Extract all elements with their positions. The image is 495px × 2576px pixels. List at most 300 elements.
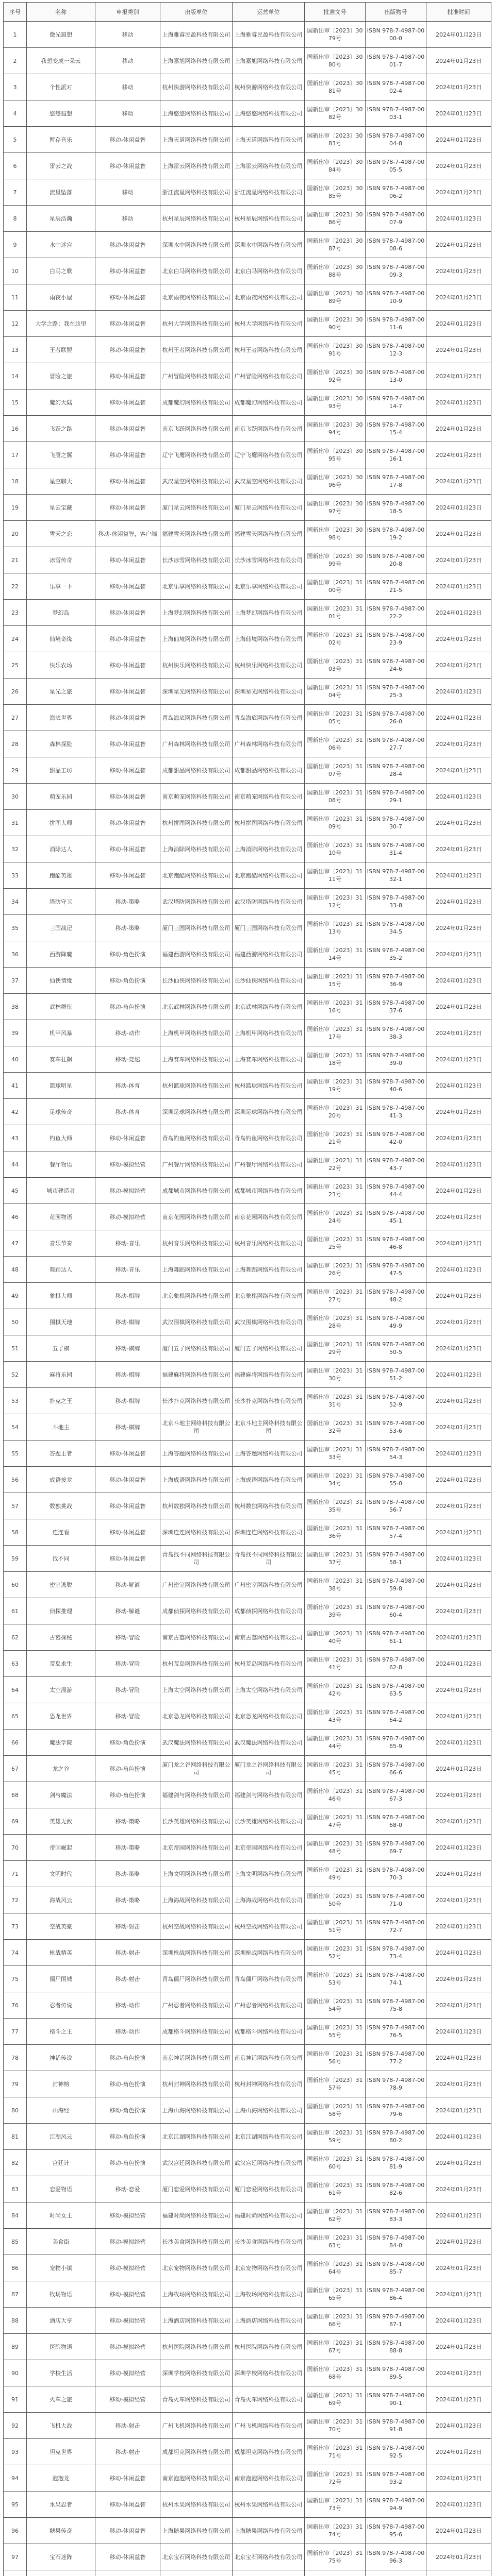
cell-date: 2024年01月23日 [426,389,491,416]
cell-date: 2024年01月23日 [426,1703,491,1730]
cell-publisher: 长沙冰雪网络科技有限公司 [160,547,233,573]
cell-date: 2024年01月23日 [426,2360,491,2386]
cell-publisher: 北京宠物网络科技有限公司 [160,2255,233,2281]
cell-no: 49 [4,1283,27,1309]
table-row [4,1598,491,1624]
cell-type: 移动-模拟经营 [95,2229,160,2255]
cell-operator: 北京乐享网络科技有限公司 [233,573,305,600]
cell-operator: 上海牧场网络科技有限公司 [233,2281,305,2308]
cell-type: 移动-休闲益智 [95,2544,160,2570]
cell-approval-no: 国新出审〔2023〕3151号 [305,1913,366,1940]
cell-no: 62 [4,1624,27,1651]
cell-type: 移动-休闲益智 [95,1440,160,1467]
cell-name: 象棋大师 [27,1283,95,1309]
cell-operator: 北京恐龙网络科技有限公司 [233,1703,305,1730]
cell-name: 足球传奇 [27,1099,95,1125]
cell-no: 63 [4,1651,27,1677]
cell-isbn: ISBN 978-7-4987-0077-2 [366,2045,426,2071]
table-row [4,784,491,810]
table-row [4,521,491,547]
cell-approval-no: 国新出审〔2023〕3098号 [305,521,366,547]
cell-date: 2024年01月23日 [426,2492,491,2518]
cell-operator: 武汉魔法网络科技有限公司 [233,1730,305,1756]
cell-no: 79 [4,2071,27,2097]
cell-approval-no: 国新出审〔2023〕3084号 [305,153,366,179]
cell-date [426,2570,491,2576]
cell-no: 24 [4,626,27,652]
cell-name: 文明时代 [27,1861,95,1887]
cell-operator: 上海太空网络科技有限公司 [233,1677,305,1703]
cell-name: 龙之谷 [27,1756,95,1782]
cell-type: 移动-休闲益智 [95,363,160,389]
cell-isbn: ISBN 978-7-4987-0023-9 [366,626,426,652]
cell-publisher: 厦门恋爱网络科技有限公司 [160,2176,233,2202]
cell-operator: 杭州快游网络科技有限公司 [233,74,305,100]
cell-type: 移动-休闲益智 [95,1546,160,1572]
cell-isbn [366,2570,426,2576]
cell-date: 2024年01月23日 [426,1046,491,1073]
cell-type: 移动-角色扮演 [95,968,160,994]
cell-isbn: ISBN 978-7-4987-0010-9 [366,284,426,311]
cell-type: 移动-休闲益智 [95,679,160,705]
table-row [4,1966,491,1992]
cell-date: 2024年01月23日 [426,1204,491,1230]
cell-type: 移动-休闲益智 [95,757,160,784]
cell-publisher: 北京恐龙网络科技有限公司 [160,1703,233,1730]
cell-no: 35 [4,915,27,941]
cell-name: 答题王者 [27,1440,95,1467]
cell-type: 移动-模拟经营 [95,2202,160,2229]
cell-approval-no: 国新出审〔2023〕3118号 [305,1046,366,1073]
cell-no: 46 [4,1204,27,1230]
cell-publisher: 广州餐厅网络科技有限公司 [160,1151,233,1178]
cell-date: 2024年01月23日 [426,862,491,889]
cell-name: 篮球明星 [27,1073,95,1099]
table-row [4,1493,491,1519]
cell-isbn: ISBN 978-7-4987-0020-8 [366,547,426,573]
cell-operator: 北京斗地主网络科技有限公司 [233,1414,305,1440]
table-row [4,810,491,836]
cell-date: 2024年01月23日 [426,2518,491,2544]
cell-date: 2024年01月23日 [426,573,491,600]
cell-approval-no: 国新出审〔2023〕3125号 [305,1230,366,1257]
cell-date: 2024年01月23日 [426,705,491,731]
header-date: 批准时间 [426,3,491,22]
cell-date: 2024年01月23日 [426,495,491,521]
cell-type: 移动-模拟经营 [95,2308,160,2334]
cell-publisher: 青岛火车网络科技有限公司 [160,2386,233,2413]
table-row [4,2255,491,2281]
cell-type: 移动-休闲益智 [95,573,160,600]
cell-name: 连连看 [27,1519,95,1546]
cell-name [27,2570,95,2576]
cell-no: 84 [4,2202,27,2229]
cell-publisher: 青岛海底网络科技有限公司 [160,705,233,731]
cell-name: 宠物小镇 [27,2255,95,2281]
cell-approval-no: 国新出审〔2023〕3143号 [305,1703,366,1730]
cell-type: 移动 [95,179,160,206]
cell-operator: 武汉围棋网络科技有限公司 [233,1309,305,1335]
cell-publisher: 厦门龙之谷网络科技有限公司 [160,1756,233,1782]
cell-name: 枪战精英 [27,1940,95,1966]
cell-type: 移动-休闲益智 [95,153,160,179]
cell-no: 3 [4,74,27,100]
cell-type: 移动-模拟经营 [95,2281,160,2308]
cell-approval-no: 国新出审〔2023〕3140号 [305,1624,366,1651]
cell-approval-no: 国新出审〔2023〕3080号 [305,48,366,74]
table-row [4,284,491,311]
cell-operator: 成都魔幻网络科技有限公司 [233,389,305,416]
cell-approval-no: 国新出审〔2023〕3110号 [305,836,366,862]
cell-type: 移动-休闲益智 [95,337,160,363]
cell-approval-no: 国新出审〔2023〕3133号 [305,1440,366,1467]
cell-isbn: ISBN 978-7-4987-0008-6 [366,232,426,258]
cell-no: 72 [4,1887,27,1913]
cell-isbn: ISBN 978-7-4987-0049-9 [366,1309,426,1335]
cell-date: 2024年01月23日 [426,363,491,389]
table-row [4,968,491,994]
cell-no: 77 [4,2019,27,2045]
cell-date: 2024年01月23日 [426,2386,491,2413]
cell-no: 13 [4,337,27,363]
cell-name: 英雄无敌 [27,1808,95,1835]
cell-approval-no: 国新出审〔2023〕3101号 [305,600,366,626]
cell-date: 2024年01月23日 [426,258,491,284]
cell-isbn: ISBN 978-7-4987-0014-7 [366,389,426,416]
cell-no: 94 [4,2465,27,2492]
cell-type: 移动-模拟经营 [95,1178,160,1204]
cell-no: 18 [4,468,27,495]
cell-operator: 南京泡泡网络科技有限公司 [233,2465,305,2492]
cell-type: 移动-休闲益智 [95,127,160,153]
table-row [4,626,491,652]
cell-type: 移动-模拟经营 [95,2334,160,2360]
cell-publisher: 长沙美食网络科技有限公司 [160,2229,233,2255]
cell-approval-no: 国新出审〔2023〕3086号 [305,206,366,232]
cell-approval-no: 国新出审〔2023〕3121号 [305,1125,366,1151]
cell-operator: 南京花园网络科技有限公司 [233,1204,305,1230]
cell-date: 2024年01月23日 [426,1257,491,1283]
cell-operator: 福建麻将网络科技有限公司 [233,1362,305,1388]
cell-publisher: 深圳枪战网络科技有限公司 [160,1940,233,1966]
cell-no: 54 [4,1414,27,1440]
cell-approval-no: 国新出审〔2023〕3082号 [305,100,366,127]
cell-type: 移动-模拟经营 [95,2360,160,2386]
cell-operator: 长沙冰雪网络科技有限公司 [233,547,305,573]
cell-approval-no [305,2570,366,2576]
cell-name: 恐龙世界 [27,1703,95,1730]
cell-type: 移动-动作 [95,1020,160,1046]
table-row [4,2071,491,2097]
cell-no: 58 [4,1519,27,1546]
cell-date: 2024年01月23日 [426,1992,491,2019]
cell-operator: 南京萌宠网络科技有限公司 [233,784,305,810]
cell-name: 成语接龙 [27,1467,95,1493]
cell-operator: 杭州水果网络科技有限公司 [233,2492,305,2518]
cell-type: 移动-动作 [95,2019,160,2045]
cell-name: 水中迷宫 [27,232,95,258]
cell-date: 2024年01月23日 [426,889,491,915]
cell-operator: 南京古墓网络科技有限公司 [233,1624,305,1651]
cell-publisher: 成都侦探网络科技有限公司 [160,1598,233,1624]
cell-publisher: 厦门三国网络科技有限公司 [160,915,233,941]
cell-type: 移动-休闲益智 [95,311,160,337]
cell-date: 2024年01月23日 [426,1440,491,1467]
cell-date: 2024年01月23日 [426,1624,491,1651]
cell-date: 2024年01月23日 [426,652,491,679]
cell-no: 8 [4,206,27,232]
cell-type: 移动-休闲益智，客户端 [95,521,160,547]
cell-operator: 上海舞蹈网络科技有限公司 [233,1257,305,1283]
cell-type: 移动-棋牌 [95,1388,160,1414]
cell-date: 2024年01月23日 [426,1730,491,1756]
cell-date: 2024年01月23日 [426,2465,491,2492]
cell-publisher: 武汉塔防网络科技有限公司 [160,889,233,915]
cell-isbn: ISBN 978-7-4987-0041-3 [366,1099,426,1125]
cell-type: 移动-策略 [95,1861,160,1887]
cell-approval-no: 国新出审〔2023〕3166号 [305,2308,366,2334]
cell-publisher: 武汉宫廷网络科技有限公司 [160,2150,233,2176]
cell-name: 消除达人 [27,836,95,862]
cell-name: 流星坠落 [27,179,95,206]
cell-name: 王者联盟 [27,337,95,363]
cell-approval-no: 国新出审〔2023〕3135号 [305,1493,366,1519]
table-row [4,127,491,153]
cell-approval-no: 国新出审〔2023〕3100号 [305,573,366,600]
cell-publisher: 北京乐享网络科技有限公司 [160,573,233,600]
cell-operator: 上海糖果网络科技有限公司 [233,2518,305,2544]
table-row [4,1835,491,1861]
cell-no: 43 [4,1125,27,1151]
cell-isbn: ISBN 978-7-4987-0033-8 [366,889,426,915]
cell-operator: 上海文明网络科技有限公司 [233,1861,305,1887]
cell-date: 2024年01月23日 [426,2097,491,2124]
cell-name: 魔幻大陆 [27,389,95,416]
cell-operator: 广州忍者网络科技有限公司 [233,1992,305,2019]
cell-operator: 杭州数独网络科技有限公司 [233,1493,305,1519]
cell-date: 2024年01月23日 [426,1835,491,1861]
table-row [4,1283,491,1309]
cell-operator: 杭州荒岛网络科技有限公司 [233,1651,305,1677]
cell-name: 萌宠乐园 [27,784,95,810]
cell-isbn: ISBN 978-7-4987-0012-3 [366,337,426,363]
cell-name: 学校生活 [27,2360,95,2386]
table-row [4,2176,491,2202]
cell-isbn: ISBN 978-7-4987-0076-5 [366,2019,426,2045]
cell-operator: 武汉宫廷网络科技有限公司 [233,2150,305,2176]
cell-publisher: 青岛僵尸网络科技有限公司 [160,1966,233,1992]
cell-approval-no: 国新出审〔2023〕3087号 [305,232,366,258]
cell-isbn: ISBN 978-7-4987-0029-1 [366,784,426,810]
cell-approval-no: 国新出审〔2023〕3165号 [305,2281,366,2308]
cell-publisher: 成都魔幻网络科技有限公司 [160,389,233,416]
cell-approval-no: 国新出审〔2023〕3113号 [305,915,366,941]
cell-approval-no: 国新出审〔2023〕3144号 [305,1730,366,1756]
table-row [4,1020,491,1046]
cell-no: 16 [4,416,27,442]
cell-publisher: 广州忍者网络科技有限公司 [160,1992,233,2019]
cell-approval-no: 国新出审〔2023〕3103号 [305,652,366,679]
table-row [4,1624,491,1651]
cell-no: 26 [4,679,27,705]
cell-publisher: 广州密室网络科技有限公司 [160,1572,233,1598]
cell-operator: 成都坦克网络科技有限公司 [233,2439,305,2465]
cell-date: 2024年01月23日 [426,1362,491,1388]
cell-type: 移动-策略 [95,1887,160,1913]
cell-isbn: ISBN 978-7-4987-0057-4 [366,1519,426,1546]
table-row [4,2202,491,2229]
table-row [4,1230,491,1257]
cell-isbn: ISBN 978-7-4987-0078-9 [366,2071,426,2097]
cell-approval-no: 国新出审〔2023〕3148号 [305,1835,366,1861]
cell-date: 2024年01月23日 [426,2413,491,2439]
cell-type: 移动-策略 [95,1835,160,1861]
cell-operator: 北京雨夜网络科技有限公司 [233,284,305,311]
cell-operator: 北京宠物网络科技有限公司 [233,2255,305,2281]
cell-type: 移动-休闲益智 [95,2518,160,2544]
cell-operator: 北京跑酷网络科技有限公司 [233,862,305,889]
cell-date: 2024年01月23日 [426,757,491,784]
table-row [4,600,491,626]
cell-no: 41 [4,1073,27,1099]
cell-isbn: ISBN 978-7-4987-0085-7 [366,2255,426,2281]
cell-publisher: 厦门五子网络科技有限公司 [160,1335,233,1362]
cell-operator: 上海成语网络科技有限公司 [233,1467,305,1493]
table-row [4,547,491,573]
cell-isbn: ISBN 978-7-4987-0093-2 [366,2465,426,2492]
table-row [4,652,491,679]
cell-date: 2024年01月23日 [426,810,491,836]
cell-name: 三国战记 [27,915,95,941]
cell-name: 火车之旅 [27,2386,95,2413]
cell-name: 神话传说 [27,2045,95,2071]
cell-name: 牧场物语 [27,2281,95,2308]
cell-type: 移动-休闲益智 [95,495,160,521]
cell-operator: 杭州医院网络科技有限公司 [233,2334,305,2360]
cell-approval-no: 国新出审〔2023〕3122号 [305,1151,366,1178]
cell-approval-no: 国新出审〔2023〕3117号 [305,1020,366,1046]
cell-publisher: 上海雷云网络科技有限公司 [160,153,233,179]
cell-approval-no: 国新出审〔2023〕3163号 [305,2229,366,2255]
cell-publisher: 深圳水中网络科技有限公司 [160,232,233,258]
cell-approval-no: 国新出审〔2023〕3155号 [305,2019,366,2045]
cell-date: 2024年01月23日 [426,127,491,153]
cell-operator: 北京武林网络科技有限公司 [233,994,305,1020]
table-header [4,3,491,22]
cell-operator: 上海嘉旭网络科技有限公司 [233,48,305,74]
cell-approval-no: 国新出审〔2023〕3161号 [305,2176,366,2202]
cell-approval-no: 国新出审〔2023〕3147号 [305,1808,366,1835]
table-row [4,2518,491,2544]
cell-no: 31 [4,810,27,836]
cell-no: 81 [4,2124,27,2150]
cell-type: 移动-角色扮演 [95,2150,160,2176]
cell-operator: 成都城市网络科技有限公司 [233,1178,305,1204]
cell-approval-no: 国新出审〔2023〕3150号 [305,1887,366,1913]
cell-date: 2024年01月23日 [426,2281,491,2308]
table-row [4,2544,491,2570]
cell-publisher: 青岛找不同网络科技有限公司 [160,1546,233,1572]
cell-date: 2024年01月23日 [426,2544,491,2570]
cell-type: 移动-射击 [95,2413,160,2439]
cell-no: 7 [4,179,27,206]
table-row [4,258,491,284]
cell-name: 梦幻岛 [27,600,95,626]
cell-isbn: ISBN 978-7-4987-0026-0 [366,705,426,731]
cell-name: 封神榜 [27,2071,95,2097]
table-row [4,941,491,968]
cell-date: 2024年01月23日 [426,1808,491,1835]
cell-approval-no: 国新出审〔2023〕3083号 [305,127,366,153]
cell-isbn: ISBN 978-7-4987-0044-4 [366,1178,426,1204]
cell-approval-no: 国新出审〔2023〕3091号 [305,337,366,363]
cell-name: 太空漫游 [27,1677,95,1703]
cell-type: 移动-棋牌 [95,1283,160,1309]
cell-type: 移动-休闲益智 [95,810,160,836]
cell-approval-no: 国新出审〔2023〕3175号 [305,2544,366,2570]
cell-name: 飞跃之路 [27,416,95,442]
table-row [4,2229,491,2255]
cell-isbn: ISBN 978-7-4987-0067-3 [366,1782,426,1808]
cell-date: 2024年01月23日 [426,2045,491,2071]
table-row [4,915,491,941]
cell-operator: 杭州快乐网络科技有限公司 [233,652,305,679]
table-row [4,2360,491,2386]
cell-approval-no: 国新出审〔2023〕3097号 [305,495,366,521]
table-row [4,416,491,442]
cell-no: 80 [4,2097,27,2124]
cell-approval-no: 国新出审〔2023〕3153号 [305,1966,366,1992]
cell-publisher: 上海山海网络科技有限公司 [160,2097,233,2124]
cell-type: 移动-射击 [95,1966,160,1992]
cell-no: 36 [4,941,27,968]
cell-operator: 深圳星光网络科技有限公司 [233,679,305,705]
cell-type: 移动-恋爱 [95,2176,160,2202]
cell-approval-no: 国新出审〔2023〕3141号 [305,1651,366,1677]
table-row [4,1808,491,1835]
cell-type: 移动-休闲益智 [95,705,160,731]
cell-operator: 长沙仙侠网络科技有限公司 [233,968,305,994]
cell-date: 2024年01月23日 [426,2255,491,2281]
cell-publisher: 南京飞跃网络科技有限公司 [160,416,233,442]
cell-name: 泡泡龙 [27,2465,95,2492]
table-row [4,573,491,600]
cell-no: 89 [4,2334,27,2360]
cell-no: 33 [4,862,27,889]
table-row [4,2386,491,2413]
cell-operator: 南京飞跃网络科技有限公司 [233,416,305,442]
cell-isbn: ISBN 978-7-4987-0096-3 [366,2544,426,2570]
cell-date: 2024年01月23日 [426,2229,491,2255]
table-row [4,2124,491,2150]
cell-date: 2024年01月23日 [426,468,491,495]
cell-date: 2024年01月23日 [426,521,491,547]
cell-no: 48 [4,1257,27,1283]
cell-approval-no: 国新出审〔2023〕3116号 [305,994,366,1020]
table-row [4,74,491,100]
table-row [4,1309,491,1335]
cell-no: 61 [4,1598,27,1624]
cell-no: 9 [4,232,27,258]
cell-operator: 青岛钓鱼网络科技有限公司 [233,1125,305,1151]
cell-type: 移动-角色扮演 [95,2097,160,2124]
cell-approval-no: 国新出审〔2023〕3168号 [305,2360,366,2386]
table-row [4,311,491,337]
cell-date: 2024年01月23日 [426,941,491,968]
cell-approval-no: 国新出审〔2023〕3102号 [305,626,366,652]
header-operator: 运营单位 [233,3,305,22]
cell-isbn: ISBN 978-7-4987-0092-5 [366,2439,426,2465]
